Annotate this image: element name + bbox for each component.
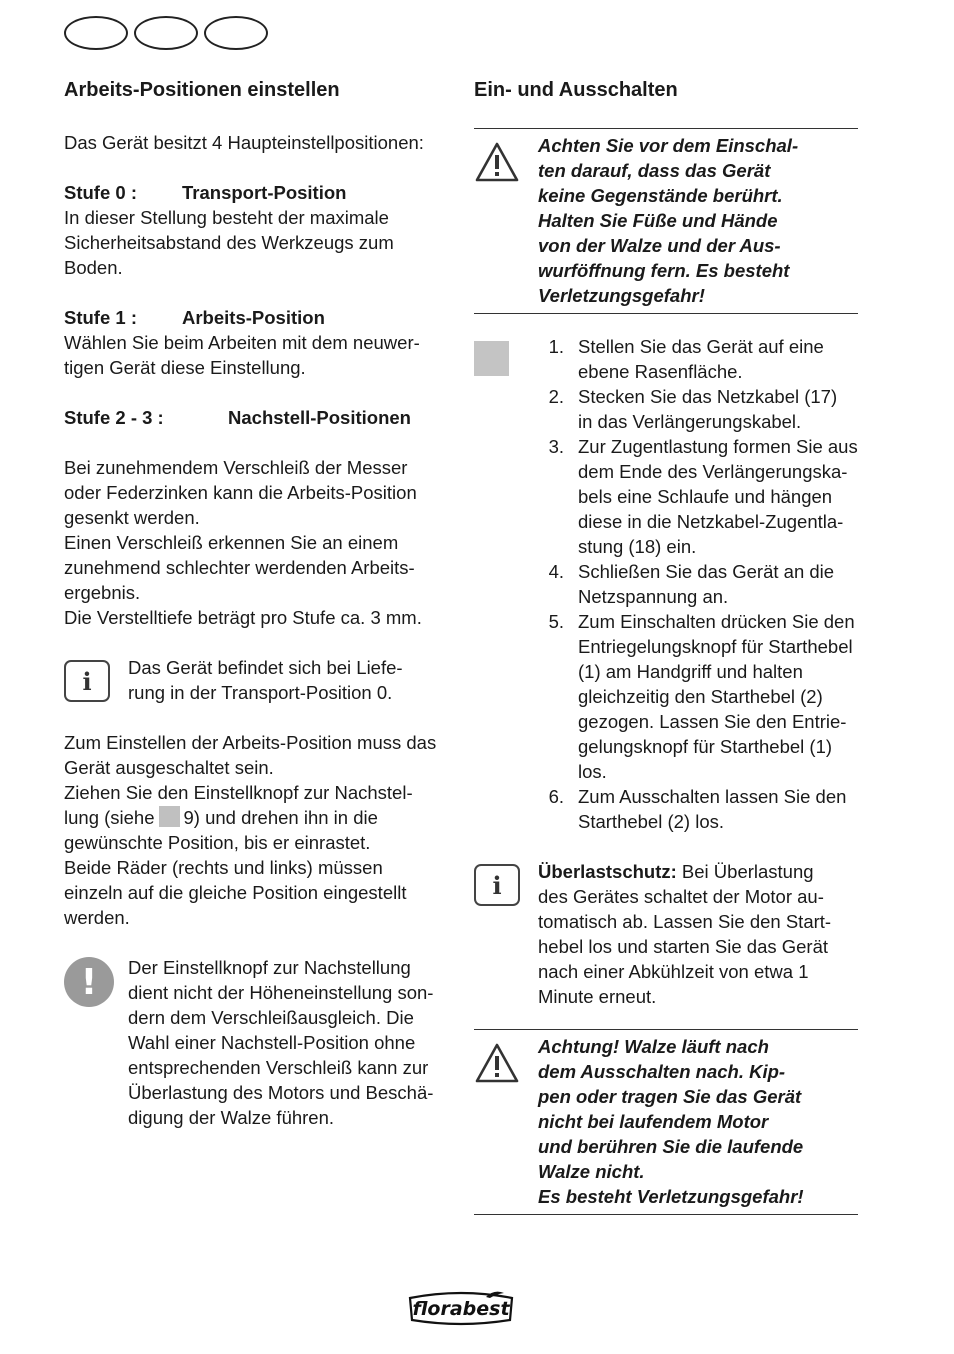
section-title: Arbeits-Positionen einstellen <box>64 79 340 101</box>
info-icon: i <box>64 660 110 702</box>
stufe-1-text: Wählen Sie beim Arbeiten mit dem neuwer- tigen Gerät diese Einstellung. <box>64 332 420 378</box>
warning-box-1: Achten Sie vor dem Einschal- ten darauf, dass das Gerät keine Gegenstände berührt. Halten Sie Füße und Hände von der Walze und der Aus- wurföffnung fern. Es besteht Verletzungsgefahr! <box>474 128 858 314</box>
stufe-0-heading: Stufe 0 : Transport-Position <box>64 182 347 203</box>
list-item: 3. Zur Zugentlastung formen Sie aus dem Ende des Verlängerungska- bels eine Schlaufe und hängen diese in die Netzkabel-Zugentla- stung (18) ein. <box>548 436 858 557</box>
stufe-0-text: In dieser Stellung besteht der maximale Sicherheitsabstand des Werkzeugs zum Boden. <box>64 207 394 278</box>
overload-note: i Überlastschutz: Bei Überlastung des Gerätes schaltet der Motor au- tomatisch ab. Lassen Sie den Start- hebel los und starten Sie das Gerät nach einer Abkühlzeit von etwa 1 Minute erneut. <box>474 859 858 1009</box>
list-item: 6. Zum Ausschalten lassen Sie den Starthebel (2) los. <box>548 786 847 832</box>
info-note: i Das Gerät befindet sich bei Liefe- rung in der Transport-Position 0. <box>64 655 449 705</box>
caution-note: ! Der Einstellknopf zur Nachstellung dient nicht der Höheneinstellung son- dern dem Verschleißausgleich. Die Wahl einer Nachstell-Position ohne entsprechenden Verschleiß kann zur Überlastung des Motors und Beschä- digung der Walze führen. <box>64 955 449 1130</box>
warning-box-2: Achtung! Walze läuft nach dem Ausschalten nach. Kip- pen oder tragen Sie das Gerät nicht bei laufendem Motor und berühren Sie die laufende Walze nicht. Es besteht Verletzungsgefahr! <box>474 1029 858 1215</box>
figure-ref-icon <box>474 341 509 376</box>
language-oval <box>134 16 198 50</box>
steps-list <box>474 334 858 834</box>
left-column <box>64 78 449 1130</box>
info-icon: i <box>474 864 520 906</box>
florabest-logo <box>406 1290 516 1326</box>
stufe-1-heading: Stufe 1 : Arbeits-Position <box>64 307 325 328</box>
list-item: 5. Zum Einschalten drücken Sie den Entriegelungsknopf für Starthebel (1) am Handgriff und halten gleichzeitig den Starthebel (2) gezogen. Lassen Sie den Entrie- gelungsknopf für Starthebel (1) los. <box>548 611 855 782</box>
list-item: 2. Stecken Sie das Netzkabel (17) in das Verlängerungskabel. <box>548 386 838 432</box>
adjust-text: Zum Einstellen der Arbeits-Position muss das Gerät ausgeschaltet sein. Ziehen Sie den Einstellknopf zur Nachstel- lung (siehe 9) und drehen ihn in die gewünschte Position, bis er einrastet. Beide Räder (rechts und links) müssen einzeln auf die gleiche Position eingestellt werden. <box>64 732 437 928</box>
warning-triangle-icon <box>474 1042 520 1084</box>
list-item: 1. Stellen Sie das Gerät auf eine ebene Rasenfläche. <box>548 336 824 382</box>
exclamation-icon: ! <box>64 957 114 1007</box>
stufe-23-heading: Stufe 2 - 3 : Nachstell-Positionen <box>64 407 411 428</box>
intro-text: Das Gerät besitzt 4 Haupteinstellpositionen: <box>64 132 424 153</box>
language-ovals <box>64 16 268 50</box>
wear-text: Bei zunehmendem Verschleiß der Messer oder Federzinken kann die Arbeits-Position gesenkt werden. Einen Verschleiß erkennen Sie an einem zunehmend schlechter werdenden Arbeits- ergebnis. Die Verstelltiefe beträgt pro Stufe ca. 3 mm. <box>64 457 422 628</box>
warning-triangle-icon <box>474 141 520 183</box>
list-item: 4. Schließen Sie das Gerät an die Netzspannung an. <box>548 561 835 607</box>
svg-text:florabest: florabest <box>412 1298 510 1320</box>
language-oval <box>64 16 128 50</box>
right-column <box>474 78 858 1215</box>
section-title: Ein- und Ausschalten <box>474 79 678 101</box>
figure-ref-icon <box>159 806 180 827</box>
language-oval <box>204 16 268 50</box>
